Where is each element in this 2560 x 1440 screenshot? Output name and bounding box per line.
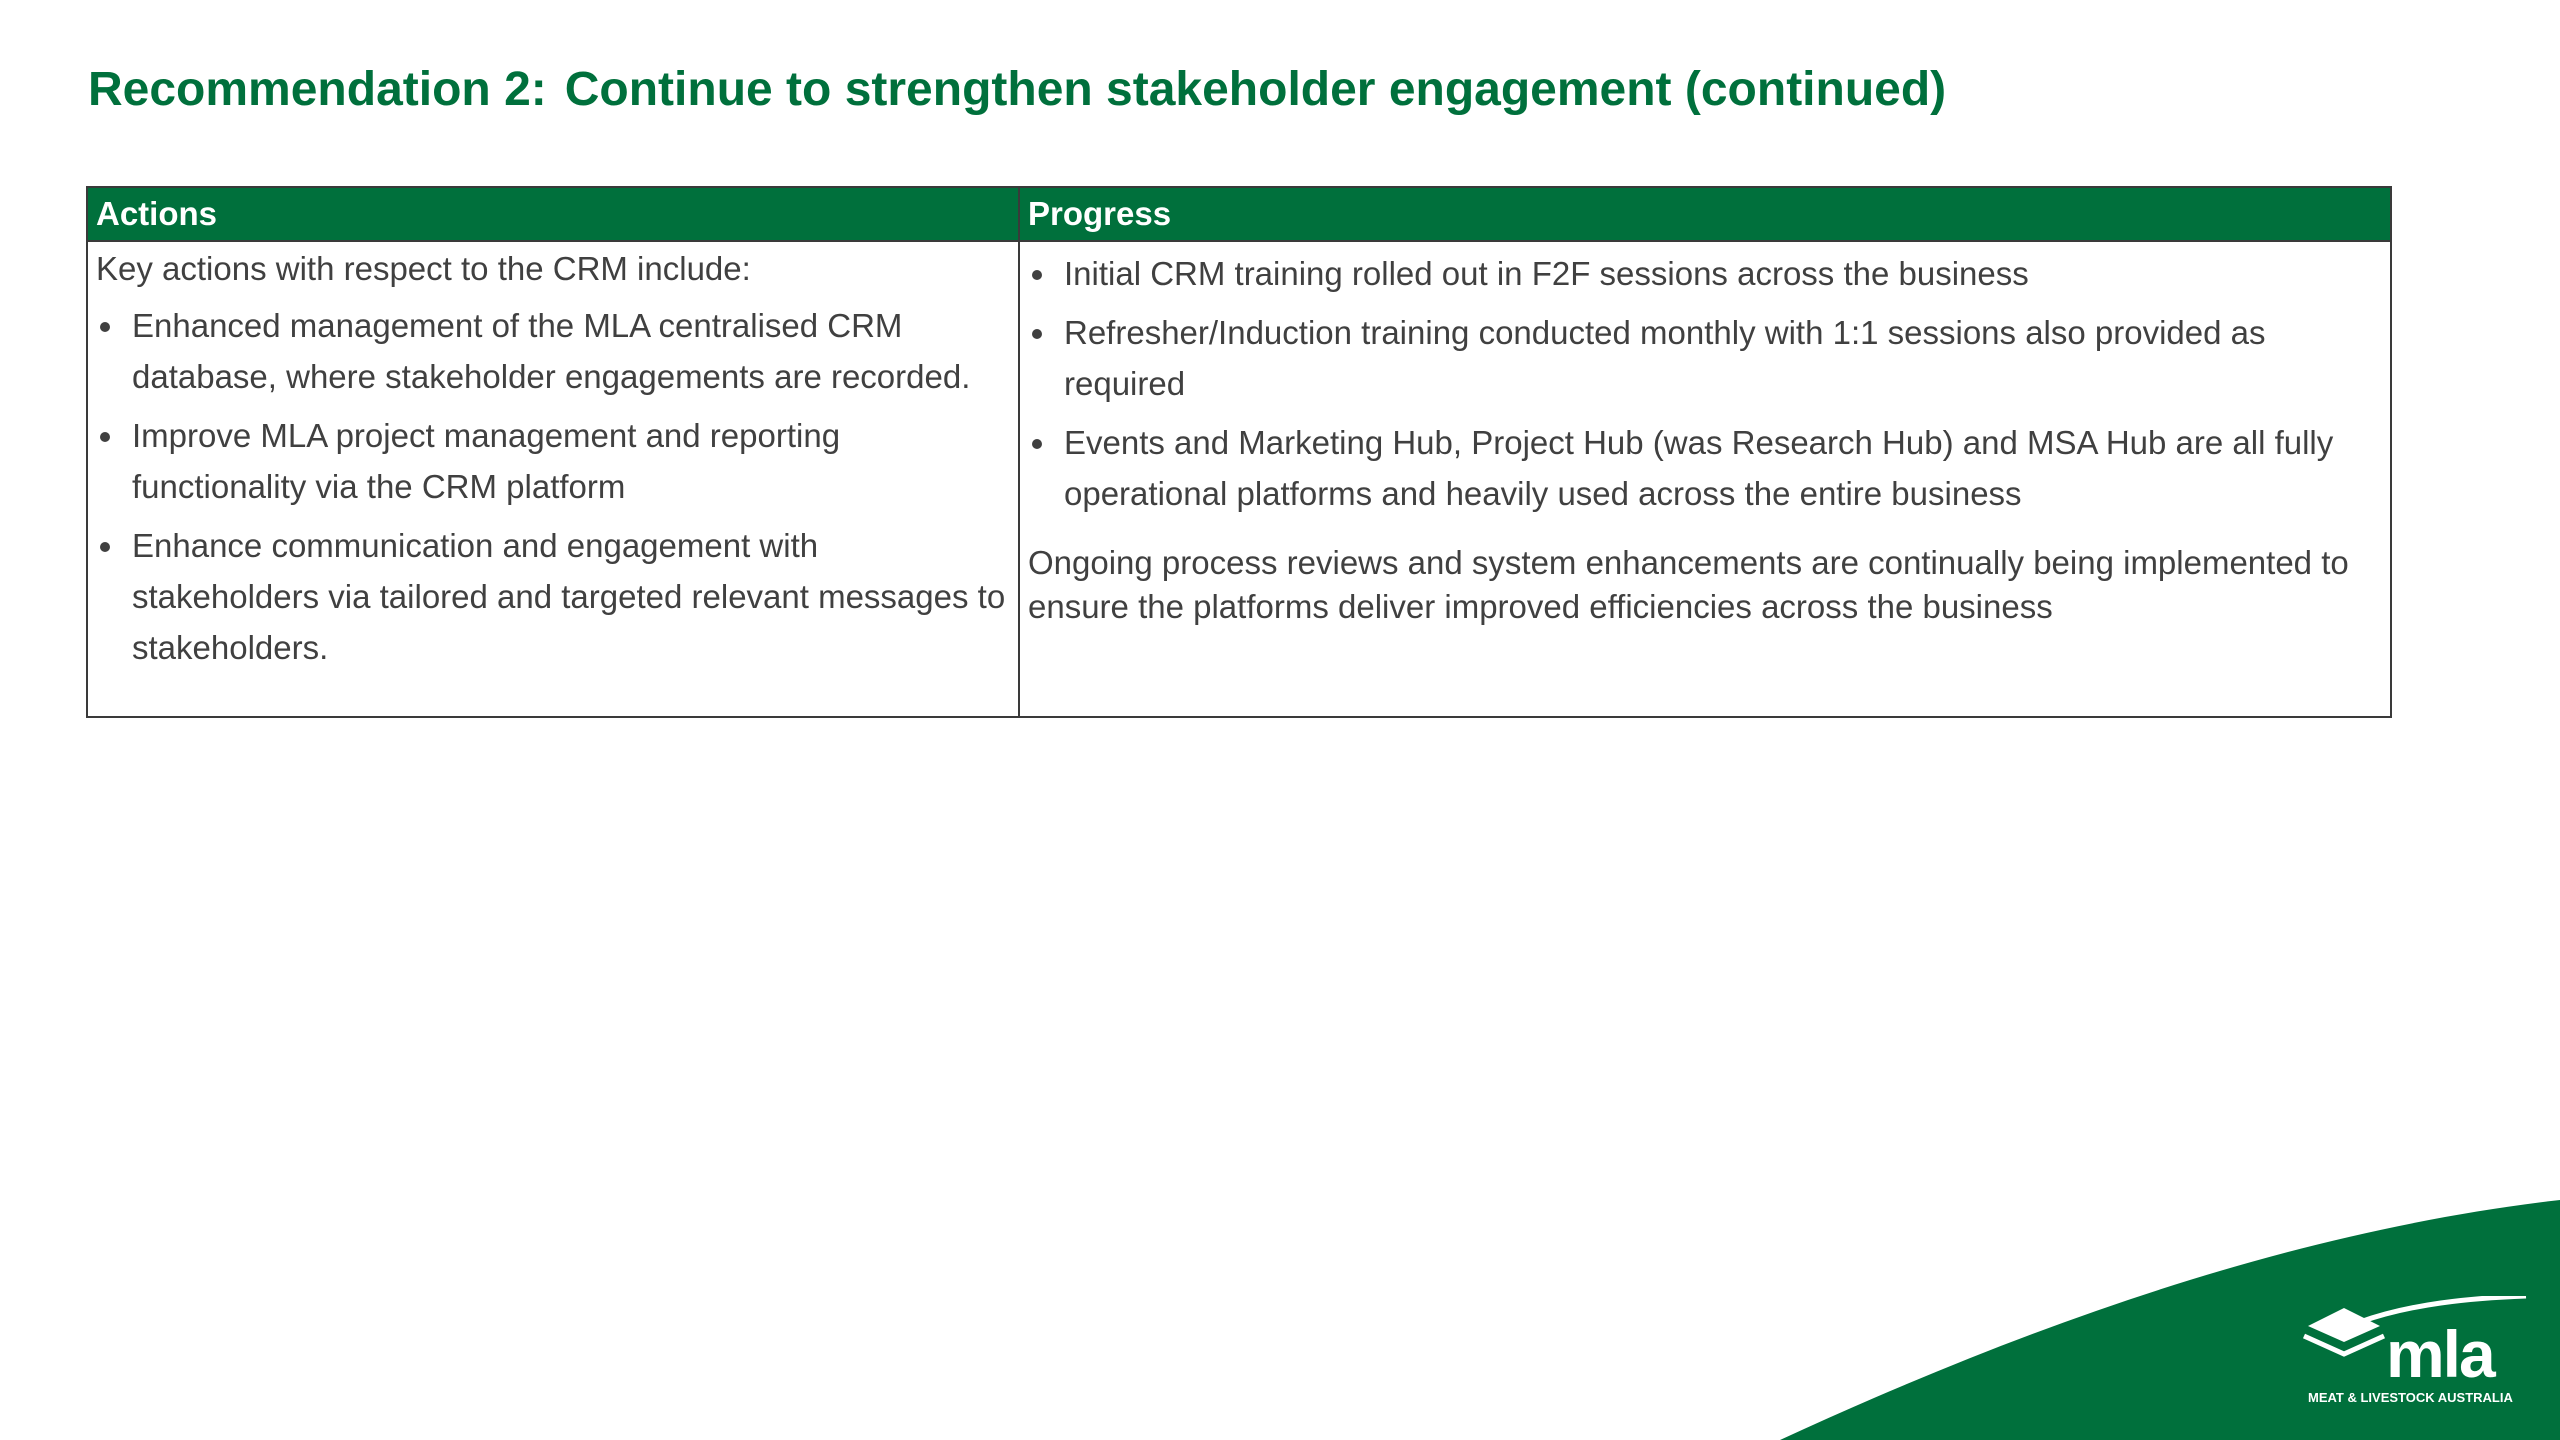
action-item: Improve MLA project management and reporting functionality via the CRM platform bbox=[96, 410, 1010, 512]
header-actions: Actions bbox=[87, 187, 1019, 241]
logo-tagline: MEAT & LIVESTOCK AUSTRALIA bbox=[2308, 1390, 2513, 1405]
progress-note: Ongoing process reviews and system enhancements are continually being implemented to ensure the platforms deliver improved efficiencies across the business bbox=[1028, 544, 2349, 625]
actions-progress-table bbox=[86, 186, 2392, 718]
progress-item: Refresher/Induction training conducted monthly with 1:1 sessions also provided as required bbox=[1028, 307, 2382, 409]
table-header-row bbox=[87, 187, 2391, 241]
progress-item: Events and Marketing Hub, Project Hub (was Research Hub) and MSA Hub are all fully operational platforms and heavily used across the entire business bbox=[1028, 417, 2382, 519]
title-prefix: Recommendation 2: bbox=[88, 63, 547, 116]
action-item: Enhanced management of the MLA centralised CRM database, where stakeholder engagements are recorded. bbox=[96, 300, 1010, 402]
table-row bbox=[87, 241, 2391, 717]
header-progress: Progress bbox=[1019, 187, 2391, 241]
logo-wordmark: mla bbox=[2386, 1317, 2494, 1391]
progress-item: Initial CRM training rolled out in F2F sessions across the business bbox=[1028, 248, 2382, 299]
slide-title bbox=[88, 62, 1946, 117]
actions-intro: Key actions with respect to the CRM include: bbox=[96, 250, 751, 287]
mla-logo bbox=[2300, 1296, 2530, 1406]
action-item: Enhance communication and engagement with stakeholders via tailored and targeted relevant messages to stakeholders. bbox=[96, 520, 1010, 673]
progress-cell bbox=[1019, 241, 2391, 717]
title-main: Continue to strengthen stakeholder engagement (continued) bbox=[564, 63, 1947, 116]
progress-list bbox=[1028, 248, 2382, 519]
actions-cell bbox=[87, 241, 1019, 717]
actions-list bbox=[96, 300, 1010, 673]
